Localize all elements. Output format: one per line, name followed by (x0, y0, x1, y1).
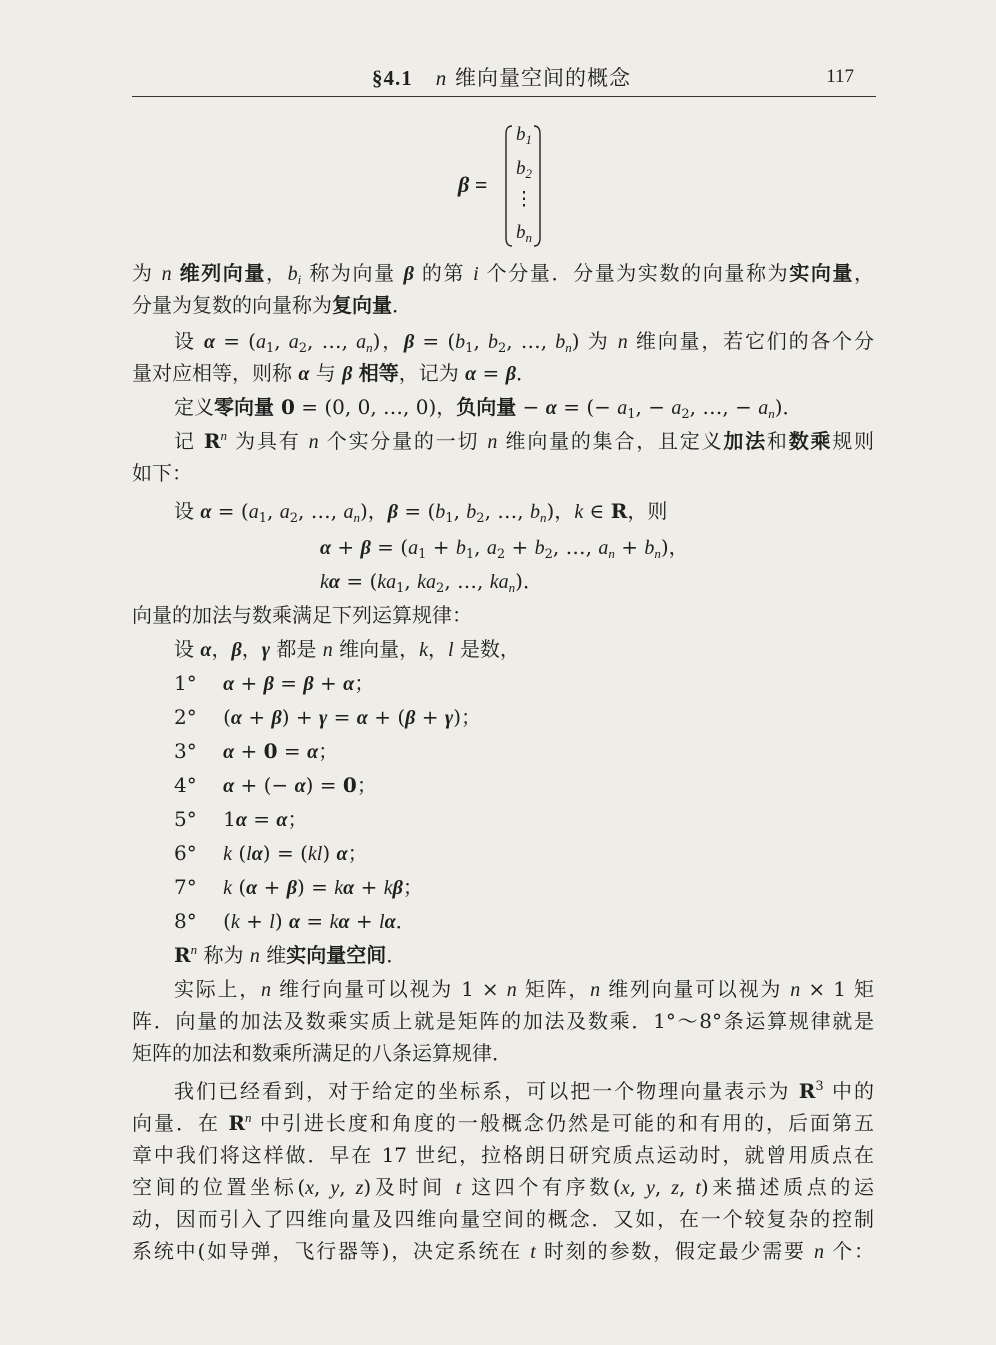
para-line-28: 空间的位置坐标(x, y, z)及时间 t 这四个有序数(x, y, z, t)来描述质点的运 (132, 1175, 875, 1199)
para-line-23: 阵．向量的加法及数乘实质上就是矩阵的加法及数乘．1°～8°条运算规律就是 (132, 1009, 874, 1033)
para-line-7: 如下： (132, 461, 192, 485)
para-line-27: 章中我们将这样做．早在 17 世纪，拉格朗日研究质点运动时，就曾用质点在 (132, 1143, 874, 1167)
para-line-12: 设 α，β，γ 都是 n 维向量，k，l 是数， (174, 637, 520, 661)
para-line-5: 定义零向量 0 = (0, 0, …, 0)，负向量 − α = (− $a_1$, − $a_2$, …, − $a_n$)． (174, 395, 803, 422)
para-line-2: 分量为复数的向量称为复向量． (132, 293, 412, 317)
para-line-6: 记 $R^n$ 为具有 n 个实分量的一切 n 维向量的集合，且定义加法和数乘规则 (174, 428, 875, 453)
para-line-8: 设 $\alpha = (a_1$, $a_2$, …, $a_n$)，$\beta = (b_1$, $b_2$, …, $b_n$)，k ∈ R，则 (174, 499, 668, 526)
rule-2: 2° (α + β) + γ = α + (β + γ)； (174, 705, 482, 729)
section-heading (372, 62, 631, 92)
matrix-body (504, 124, 542, 248)
running-header (132, 62, 876, 97)
matrix-entry-n: $b_n$ (516, 222, 532, 245)
rule-4: 4° α + (− α) = 0； (174, 773, 377, 797)
section-title: 维向量空间的概念 (454, 66, 631, 90)
para-line-1: 为 n 维列向量，$b_i$ 称为向量 β 的第 i 个分量．分量为实数的向量称为实向量， (132, 261, 875, 287)
rule-5: 5° 1α = α； (174, 807, 308, 831)
para-line-3: 设 $\alpha = (a_1$, $a_2$, …, $a_n$)，$\beta = (b_1$, $b_2$, …, $b_n$) 为 n 维向量，若它们的各个分 (174, 329, 874, 356)
para-line-21: $R^n$ 称为 n 维实向量空间． (174, 942, 407, 967)
matrix-entry-1: $b_1$ (516, 124, 532, 147)
para-line-11: 向量的加法与数乘满足下列运算规律： (132, 603, 472, 627)
para-line-30: 系统中(如导弹，飞行器等)，决定系统在 t 时刻的参数，假定最少需要 n 个： (132, 1239, 875, 1263)
rule-1: 1° α + β = β + α； (174, 671, 375, 695)
matrix-entry-2: $b_2$ (516, 158, 532, 181)
rule-7: 7° k (α + β) = kα + kβ； (174, 875, 423, 899)
para-line-22: 实际上，n 维行向量可以视为 1 × n 矩阵，n 维列向量可以视为 n × 1 矩 (174, 977, 875, 1001)
formula-addition: $\alpha + \beta = (a_1 + b_1$, $a_2 + b_2$, …, $a_n + b_n$)， (320, 535, 689, 562)
para-line-24: 矩阵的加法和数乘所满足的八条运算规律． (132, 1041, 512, 1065)
para-line-4: 量对应相等，则称 α 与 β 相等，记为 α = β． (132, 361, 536, 385)
formula-scalar: $k\alpha = (ka_1$, $ka_2$, …, $ka_n$)． (320, 569, 543, 596)
page-number: 117 (826, 66, 854, 87)
matrix-entry-dots: ⋮ (514, 189, 534, 210)
para-line-29: 动，因而引入了四维向量及四维向量空间的概念．又如，在一个较复杂的控制 (132, 1207, 874, 1231)
rule-8: 8° (k + l) α = kα + lα． (174, 909, 416, 933)
section-var: n (435, 66, 448, 90)
para-line-26: 向量．在 $R^n$ 中引进长度和角度的一般概念仍然是可能的和有用的，后面第五 (132, 1110, 875, 1135)
rule-6: 6° k (lα) = (kl) α； (174, 841, 368, 865)
matrix-label: β = (458, 172, 488, 197)
rule-3: 3° α + 0 = α； (174, 739, 339, 763)
section-number: §4.1 (372, 66, 413, 90)
para-line-25: 我们已经看到，对于给定的坐标系，可以把一个物理向量表示为 $R^3$ 中的 (174, 1079, 875, 1103)
